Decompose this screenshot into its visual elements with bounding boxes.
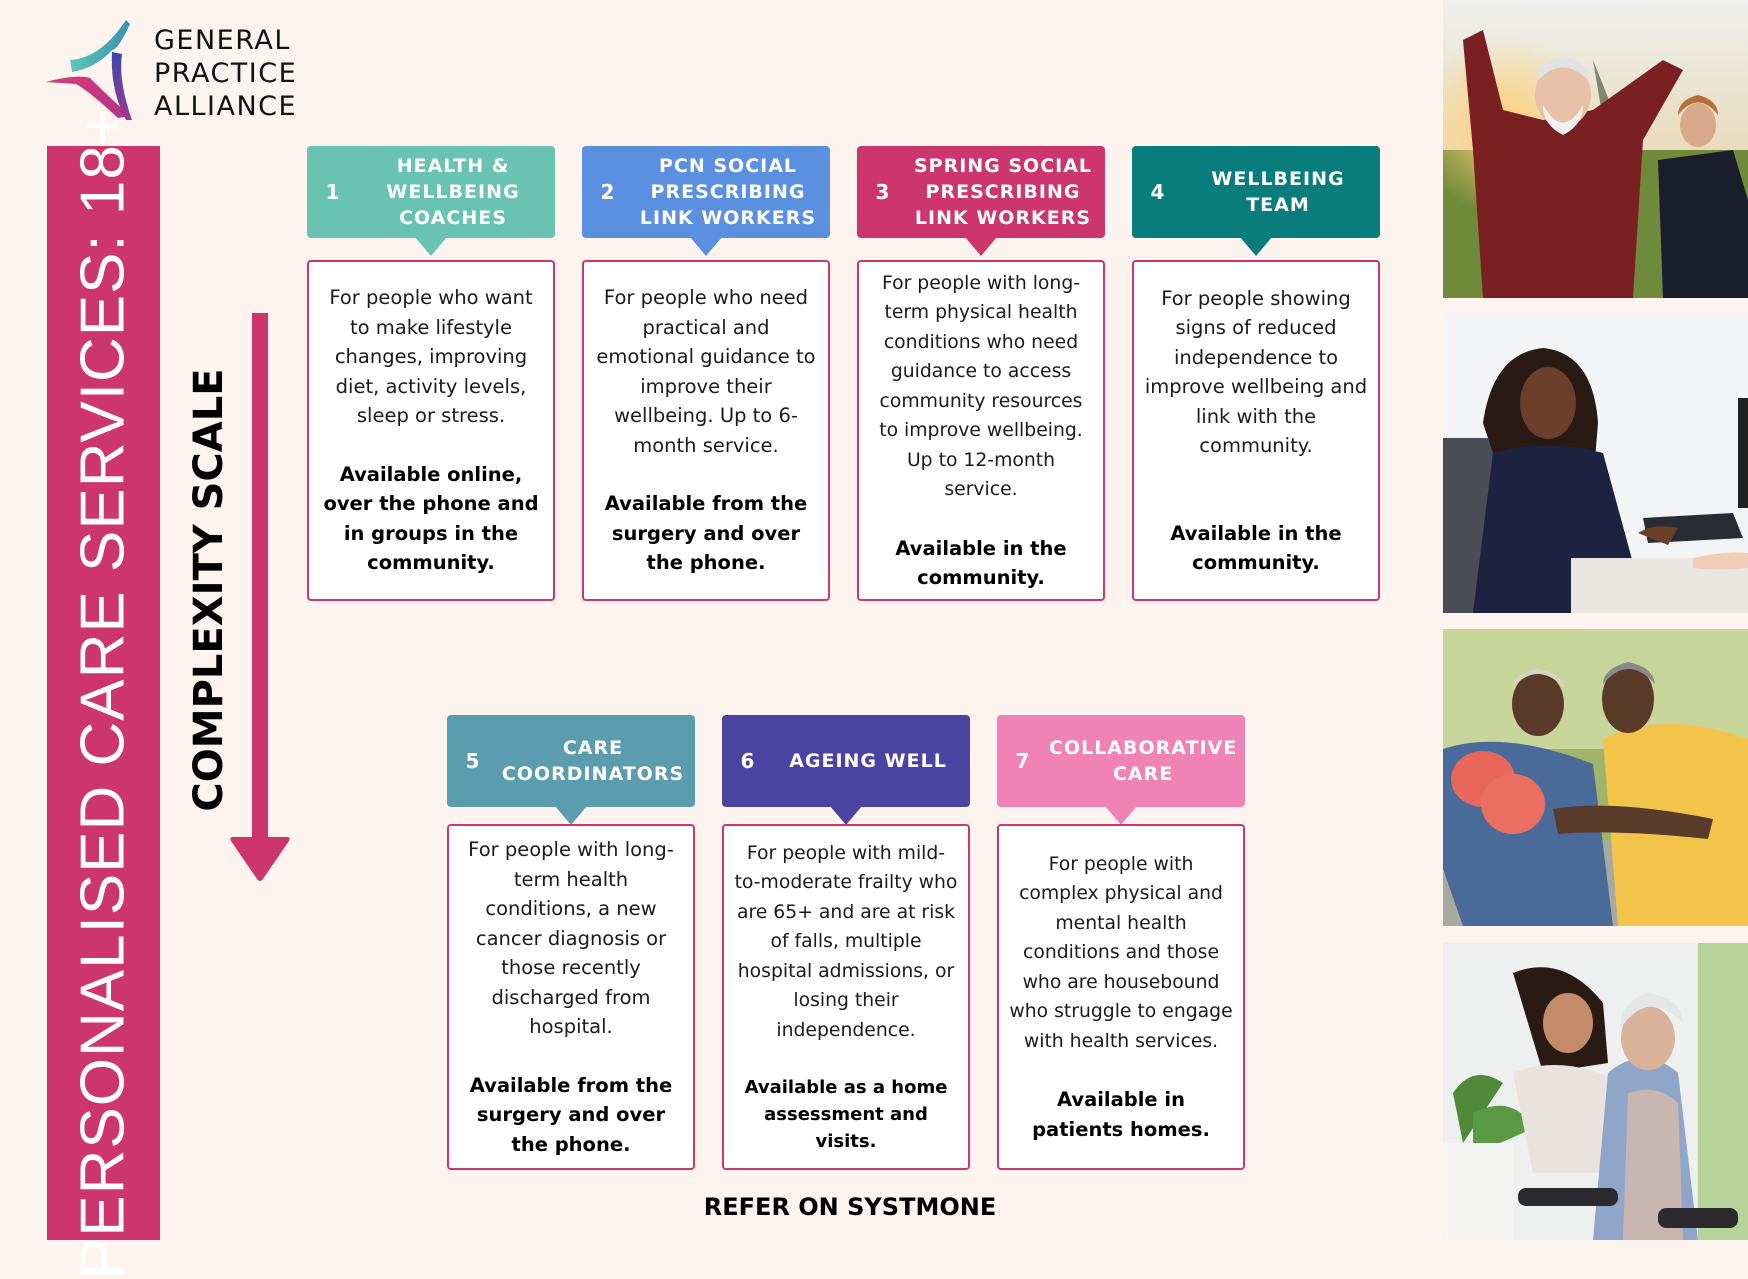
- card-availability: Available online, over the phone and in groups in the community.: [323, 462, 539, 575]
- card-description: For people with complex physical and mental health conditions and those who are housebound who struggle to engage with health services.: [1009, 853, 1233, 1052]
- card-body-health-wellbeing-coaches: [307, 260, 555, 601]
- card-header-care-coordinators: [447, 715, 695, 807]
- pointer-icon: [965, 237, 997, 256]
- pointer-icon: [555, 806, 587, 825]
- photo-image: [1443, 943, 1748, 1240]
- complexity-arrow-shaft: [252, 313, 268, 843]
- alliance-logo-icon: [46, 20, 146, 120]
- logo-wordmark: [154, 24, 297, 123]
- card-body-wellbeing-team: [1132, 260, 1380, 601]
- photo-image: [1443, 0, 1748, 298]
- card-description: For people showing signs of reduced independence to improve wellbeing and link with the community.: [1144, 286, 1368, 457]
- card-header-wellbeing-team: [1132, 146, 1380, 238]
- card-title: PCN SOCIAL PRESCRIBING LINK WORKERS: [639, 155, 817, 229]
- card-header-spring-social-prescribing: [857, 146, 1105, 238]
- card-header-health-wellbeing-coaches: [307, 146, 555, 238]
- card-header-collaborative-care: [997, 715, 1245, 807]
- photo-image: [1443, 313, 1748, 613]
- card-title: HEALTH & WELLBEING COACHES: [386, 155, 520, 229]
- logo-line-1: GENERAL: [154, 25, 291, 56]
- logo-line-3: ALLIANCE: [154, 91, 298, 122]
- pointer-icon: [1105, 806, 1137, 825]
- services-banner: [47, 106, 160, 1279]
- photo-carer-with-elderly-woman: [1443, 943, 1748, 1240]
- photo-couple-table-tennis: [1443, 629, 1748, 926]
- card-body-ageing-well: [722, 824, 970, 1170]
- card-number: 1: [325, 180, 341, 204]
- pointer-icon: [830, 806, 862, 825]
- card-number: 5: [465, 749, 481, 773]
- card-availability: Available in patients homes.: [1032, 1088, 1210, 1141]
- pointer-icon: [690, 237, 722, 256]
- card-description: For people with long-term health conditions, a new cancer diagnosis or those recently discharged from hospital.: [468, 838, 674, 1038]
- card-availability: Available from the surgery and over the phone.: [469, 1073, 673, 1156]
- card-title: SPRING SOCIAL PRESCRIBING LINK WORKERS: [913, 155, 1093, 229]
- card-header-pcn-social-prescribing: [582, 146, 830, 238]
- card-availability: Available as a home assessment and visits.: [744, 1077, 948, 1153]
- card-body-pcn-social-prescribing: [582, 260, 830, 601]
- card-title: AGEING WELL: [789, 750, 947, 772]
- card-number: 3: [875, 180, 891, 204]
- photo-image: [1443, 629, 1748, 926]
- pointer-icon: [415, 237, 447, 256]
- card-description: For people with mild-to-moderate frailty who are 65+ and are at risk of falls, multiple hospital admissions, or losing their independence.: [734, 842, 958, 1041]
- logo-line-2: PRACTICE: [154, 58, 298, 89]
- card-title: CARE COORDINATORS: [501, 737, 685, 785]
- card-availability: Available in the community.: [1170, 521, 1342, 574]
- photo-woman-at-desk: [1443, 313, 1748, 613]
- card-number: 2: [600, 180, 616, 204]
- card-number: 7: [1015, 749, 1031, 773]
- card-availability: Available in the community.: [895, 536, 1067, 589]
- card-number: 6: [740, 749, 756, 773]
- card-availability: Available from the surgery and over the phone.: [604, 492, 808, 575]
- complexity-scale-label: COMPLEXITY SCALE: [186, 368, 232, 812]
- card-body-care-coordinators: [447, 824, 695, 1170]
- banner-title: PERSONALISED CARE SERVICES: 18+: [68, 106, 138, 1279]
- card-title: WELLBEING TEAM: [1211, 168, 1345, 216]
- card-description: For people who need practical and emotional guidance to improve their wellbeing. Up to 6-month service.: [596, 286, 816, 457]
- card-description: For people who want to make lifestyle changes, improving diet, activity levels, sleep or stress.: [329, 286, 533, 428]
- card-description: For people with long-term physical health conditions who need guidance to access community resources to improve wellbeing. Up to 12-month service.: [879, 272, 1083, 500]
- refer-on-systmone: REFER ON SYSTMONE: [703, 1193, 997, 1221]
- card-title: COLLABORATIVE CARE: [1049, 737, 1238, 785]
- card-header-ageing-well: [722, 715, 970, 807]
- card-number: 4: [1150, 180, 1166, 204]
- card-body-spring-social-prescribing: [857, 260, 1105, 601]
- card-body-collaborative-care: [997, 824, 1245, 1170]
- arrow-down-icon: [229, 833, 291, 883]
- photo-active-seniors: [1443, 0, 1748, 298]
- pointer-icon: [1240, 237, 1272, 256]
